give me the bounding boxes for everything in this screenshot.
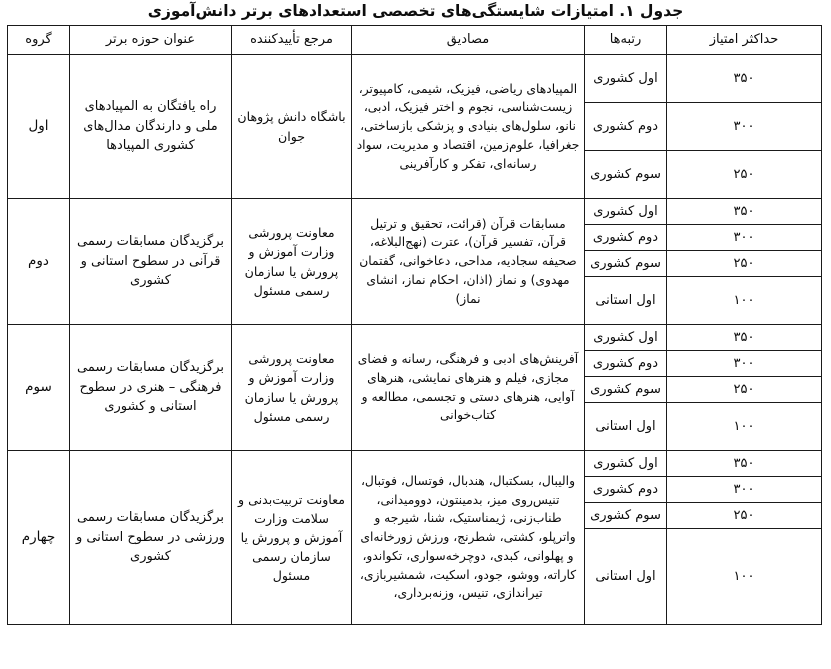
cell-group: سوم [8, 325, 70, 451]
cell-rank: اول استانی [585, 529, 667, 625]
cell-rank: سوم کشوری [585, 151, 667, 199]
cell-rank: اول کشوری [585, 451, 667, 477]
table-row [8, 325, 822, 351]
cell-examples: مسابقات قرآن (قرائت، تحقیق و ترتیل قرآن، تفسیر قرآن)، عترت (نهج‌البلاغه، صحیفه سجادیه، مداحی، دعاخوانی، گفتمان مهدوی) و نماز (اذان، احکام نماز، انشای نماز) [352, 199, 585, 325]
cell-max-score: ۲۵۰ [667, 151, 822, 199]
column-header-group: گروه [8, 26, 70, 55]
cell-max-score: ۳۵۰ [667, 325, 822, 351]
cell-max-score: ۱۰۰ [667, 529, 822, 625]
cell-field-title: برگزیدگان مسابقات رسمی فرهنگی – هنری در سطوح استانی و کشوری [70, 325, 232, 451]
cell-max-score: ۲۵۰ [667, 503, 822, 529]
cell-max-score: ۲۵۰ [667, 251, 822, 277]
table-row [8, 55, 822, 103]
cell-max-score: ۱۰۰ [667, 277, 822, 325]
cell-rank: دوم کشوری [585, 351, 667, 377]
cell-authority: باشگاه دانش پژوهان جوان [232, 55, 352, 199]
merit-scores-table [7, 25, 822, 625]
cell-rank: دوم کشوری [585, 103, 667, 151]
cell-authority: معاونت تربیت‌بدنی و سلامت وزارت آموزش و پرورش یا سازمان رسمی مسئول [232, 451, 352, 625]
cell-max-score: ۳۰۰ [667, 351, 822, 377]
cell-field-title: برگزیدگان مسابقات رسمی ورزشی در سطوح استانی و کشوری [70, 451, 232, 625]
cell-field-title: راه یافتگان به المپیادهای ملی و دارندگان مدال‌های کشوری المپیادها [70, 55, 232, 199]
cell-rank: اول کشوری [585, 325, 667, 351]
cell-rank: اول کشوری [585, 199, 667, 225]
table-row [8, 199, 822, 225]
column-header-field-title: عنوان حوزه برتر [70, 26, 232, 55]
cell-rank: دوم کشوری [585, 225, 667, 251]
cell-group: چهارم [8, 451, 70, 625]
cell-max-score: ۳۵۰ [667, 451, 822, 477]
cell-authority: معاونت پرورشی وزارت آموزش و پرورش یا سازمان رسمی مسئول [232, 325, 352, 451]
cell-rank: دوم کشوری [585, 477, 667, 503]
cell-max-score: ۳۰۰ [667, 103, 822, 151]
table-header-row [8, 26, 822, 55]
column-header-authority: مرجع تأییدکننده [232, 26, 352, 55]
cell-max-score: ۳۰۰ [667, 225, 822, 251]
table-caption: جدول ۱. امتیازات شایستگی‌های تخصصی استعدادهای برتر دانش‌آموزی [147, 2, 684, 20]
cell-rank: سوم کشوری [585, 377, 667, 403]
table-row [8, 451, 822, 477]
cell-rank: اول کشوری [585, 55, 667, 103]
cell-rank: سوم کشوری [585, 503, 667, 529]
cell-max-score: ۳۰۰ [667, 477, 822, 503]
cell-examples: المپیادهای ریاضی، فیزیک، شیمی، کامپیوتر، زیست‌شناسی، نجوم و اختر فیزیک، ادبی، نانو، سلول‌های بنیادی و پزشکی بازساختی، جغرافیا، علوم‌زمین، اقتصاد و مدیریت، سواد رسانه‌ای، تفکر و کارآفرینی [352, 55, 585, 199]
cell-rank: اول استانی [585, 277, 667, 325]
cell-max-score: ۱۰۰ [667, 403, 822, 451]
column-header-ranks: رتبه‌ها [585, 26, 667, 55]
cell-examples: آفرینش‌های ادبی و فرهنگی، رسانه و فضای مجازی، فیلم و هنرهای نمایشی، هنرهای آوایی، هنرهای دستی و تجسمی، مطالعه و کتاب‌خوانی [352, 325, 585, 451]
cell-rank: سوم کشوری [585, 251, 667, 277]
column-header-max-score: حداکثر امتیاز [667, 26, 822, 55]
column-header-examples: مصادیق [352, 26, 585, 55]
cell-examples: والیبال، بسکتبال، هندبال، فوتسال، فوتبال، تنیس‌روی میز، بدمینتون، دوومیدانی، طناب‌زنی، ژیمناستیک، شنا، شیرجه و واترپلو، کشتی، شطرنج، ورزش زورخانه‌ای و پهلوانی، کبدی، دوچرخه‌سواری، تکواندو، کاراته، ووشو، جودو، اسکیت، شمشیربازی، تیراندازی، تنیس، وزنه‌برداری، [352, 451, 585, 625]
cell-group: دوم [8, 199, 70, 325]
cell-max-score: ۳۵۰ [667, 199, 822, 225]
cell-rank: اول استانی [585, 403, 667, 451]
cell-group: اول [8, 55, 70, 199]
cell-max-score: ۲۵۰ [667, 377, 822, 403]
cell-authority: معاونت پرورشی وزارت آموزش و پرورش یا سازمان رسمی مسئول [232, 199, 352, 325]
cell-field-title: برگزیدگان مسابقات رسمی قرآنی در سطوح استانی و کشوری [70, 199, 232, 325]
cell-max-score: ۳۵۰ [667, 55, 822, 103]
table-header [8, 26, 822, 55]
table-body [8, 55, 822, 625]
